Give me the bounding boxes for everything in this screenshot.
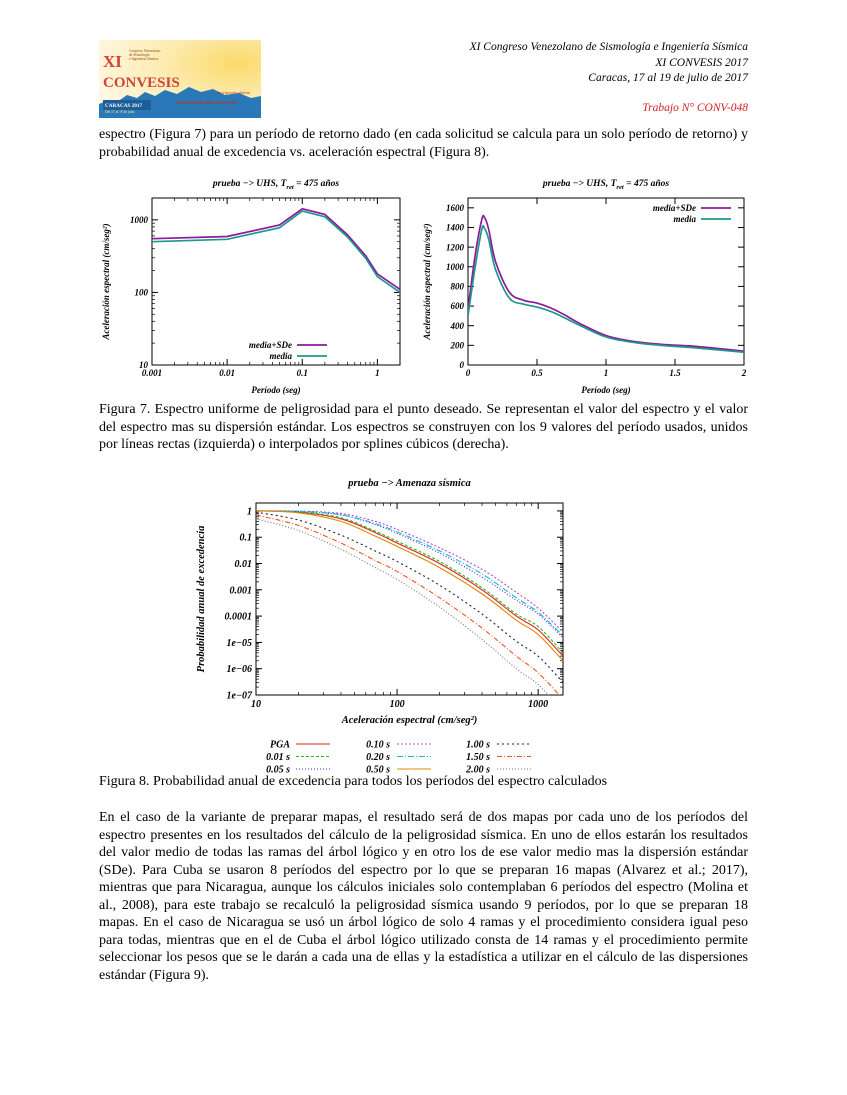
x-tick-label: 10 [251,699,261,710]
logo-dates: Del 17 al 19 de julio [105,110,135,114]
figure7-right-chart [420,170,752,400]
legend-label: 0.20 s [366,752,390,763]
logo-subtitle-3: e Ingeniería Sísmica [129,57,159,61]
chart-title-suffix: = 475 años [623,179,670,189]
congress-logo [99,40,261,118]
x-axis-label: Período (seg) [581,385,631,395]
x-tick-label: 0 [465,368,471,378]
intro-paragraph: espectro (Figura 7) para un período de retorno dado (en cada solicitud se calcula para un solo período de retorno) y probabilidad anual de excedencia vs. aceleración espectral (Figura 8). [99,127,748,160]
y-axis-label: Aceleración espectral (cm/seg²) [422,223,432,340]
x-tick-label: 1.5 [669,368,681,378]
y-axis-label: Aceleración espectral (cm/seg²) [101,223,111,340]
y-tick-label: 800 [450,281,464,292]
x-tick-label: 1000 [528,699,549,710]
y-tick-label: 1400 [446,222,464,233]
running-header [470,40,748,116]
x-tick-label: 2 [741,368,747,378]
chart-title-subscript: ret [286,184,294,191]
header-congress: XI Congreso Venezolano de Sismología e Ingeniería Sísmica [469,41,748,53]
logo-city-year: CARACAS 2017 [105,103,143,109]
y-tick-label: 0.001 [229,585,252,597]
x-tick-label: 1 [603,368,609,378]
chart-title-suffix: = 475 años [293,179,340,189]
y-tick-label: 1e−07 [226,690,252,702]
x-axis-label: Aceleración espectral (cm/seg²) [341,715,478,726]
body-paragraph: En el caso de la variante de preparar mapas, el resultado será de dos mapas por cada uno de los períodos del espectro presentes en los resultados del cálculo de la peligrosidad sísmica. En uno de ellos estarán los resultados del valor medio de todas las ramas del árbol lógico y en otro los de ese valor medio mas la dispersión estándar (SDe). Para Cuba se usaron 8 períodos del espectro por lo que se preparan 16 mapas (Alvarez et al.; 2017), mientras que para Nicaragua, aunque los cálculos iniciales solo contemplaban 6 períodos del espectro (Molina et al., 2008), para este trabajo se recalculó la peligrosidad sísmica usando 9 períodos, por lo que se preparan 18 mapas. En el caso de Nicaragua se usó un árbol lógico de solo 4 ramas y el procedimiento considera igual peso para todas, mientras que en el de Cuba el árbol lógico utilizado consta de 14 ramas y el procedimiento permite seleccionar los pesos que se le darán a cada una de ellas y la estadística a utilizar en el cálculo de las dispersiones estándar (Figura 9). [99,810,748,983]
y-tick-label: 600 [450,301,464,312]
logo-subtitle-2: de Sismología [129,53,150,57]
y-tick-label: 1000 [446,261,464,272]
y-tick-label: 1200 [446,242,464,253]
chart-title-main: prueba −> UHS, T [542,179,617,189]
series-line-media-sde [152,209,400,290]
legend-label: 0.01 s [266,752,290,763]
figure8-caption: Figura 8. Probabilidad anual de excedencia para todos los períodos del espectro calculados [99,774,608,789]
y-axis-label: Probabilidad anual de excedencia [196,525,207,673]
legend-label: media [673,214,696,224]
header-paper-id: Trabajo N° CONV-048 [642,101,748,114]
legend-label: media [269,351,292,361]
legend-label: 0.50 s [366,764,390,775]
x-tick-label: 100 [389,699,405,710]
y-tick-label: 10 [139,360,148,371]
y-tick-label: 0.1 [239,532,252,544]
series-line-media [468,226,744,353]
y-tick-label: 1000 [130,214,148,225]
plot-frame [256,503,563,695]
chart-title [212,179,339,191]
legend-label: 1.50 s [466,752,490,763]
y-tick-label: 1 [247,506,252,518]
legend-label: media+SDe [652,203,696,213]
y-tick-label: 0.0001 [224,611,252,623]
series-line-media-sde [468,216,744,352]
chart-title-main: prueba −> UHS, T [212,179,287,189]
logo-subtitle-1: Congreso Venezolano [129,49,161,53]
header-convesis: XI CONVESIS 2017 [655,56,748,69]
y-tick-label: 0 [459,360,464,371]
y-tick-label: 1e−05 [226,637,252,649]
y-tick-label: 400 [450,320,464,331]
header-dates: Caracas, 17 al 19 de julio de 2017 [588,72,748,84]
chart-title [542,179,669,191]
series-line-0-05-s [256,511,563,638]
legend-label: 2.00 s [466,764,490,775]
y-tick-label: 1e−06 [226,664,252,676]
series-line-1-50-s [256,515,563,699]
x-tick-label: 0.001 [141,368,163,378]
legend-label: media+SDe [248,340,292,350]
x-axis-label: Período (seg) [251,385,301,395]
figure7-left-chart [99,170,409,400]
x-tick-label: 1 [375,368,380,378]
legend-label: PGA [270,739,290,751]
y-tick-label: 100 [134,287,148,298]
legend-label: 0.10 s [366,739,390,751]
y-tick-label: 200 [450,340,464,351]
logo-url: www.funvisis.gob.ve/convesis [175,101,238,106]
plot-frame [468,198,744,365]
y-tick-label: 0.01 [234,559,252,571]
logo-graphic [99,40,261,118]
y-tick-label: 1600 [446,202,464,213]
series-line-0-50-s [256,511,563,661]
figure7-caption: Figura 7. Espectro uniforme de peligrosidad para el punto deseado. Se representan el valor del espectro y el valor del espectro mas su dispersión estándar. Los espectros se construyen con los 9 valores del período usados, unidos por líneas rectas (izquierda) o interpolados por splines cúbicos (derecha). [99,402,748,452]
chart-title-subscript: ret [616,184,624,191]
x-tick-label: 0.01 [219,368,236,378]
legend-label: 0.05 s [266,764,290,775]
legend-label: 1.00 s [466,739,490,751]
figure8-chart [190,473,570,775]
chart-title: prueba −> Amenaza sísmica [348,478,471,489]
series-line-0-10-s [256,511,563,632]
logo-registration: Inscripciones abiertas [217,91,250,95]
logo-roman: XI [103,52,122,71]
logo-name: CONVESIS [103,75,180,91]
x-tick-label: 0.1 [296,368,308,378]
x-tick-label: 0.5 [531,368,543,378]
series-line-pga [256,511,563,656]
